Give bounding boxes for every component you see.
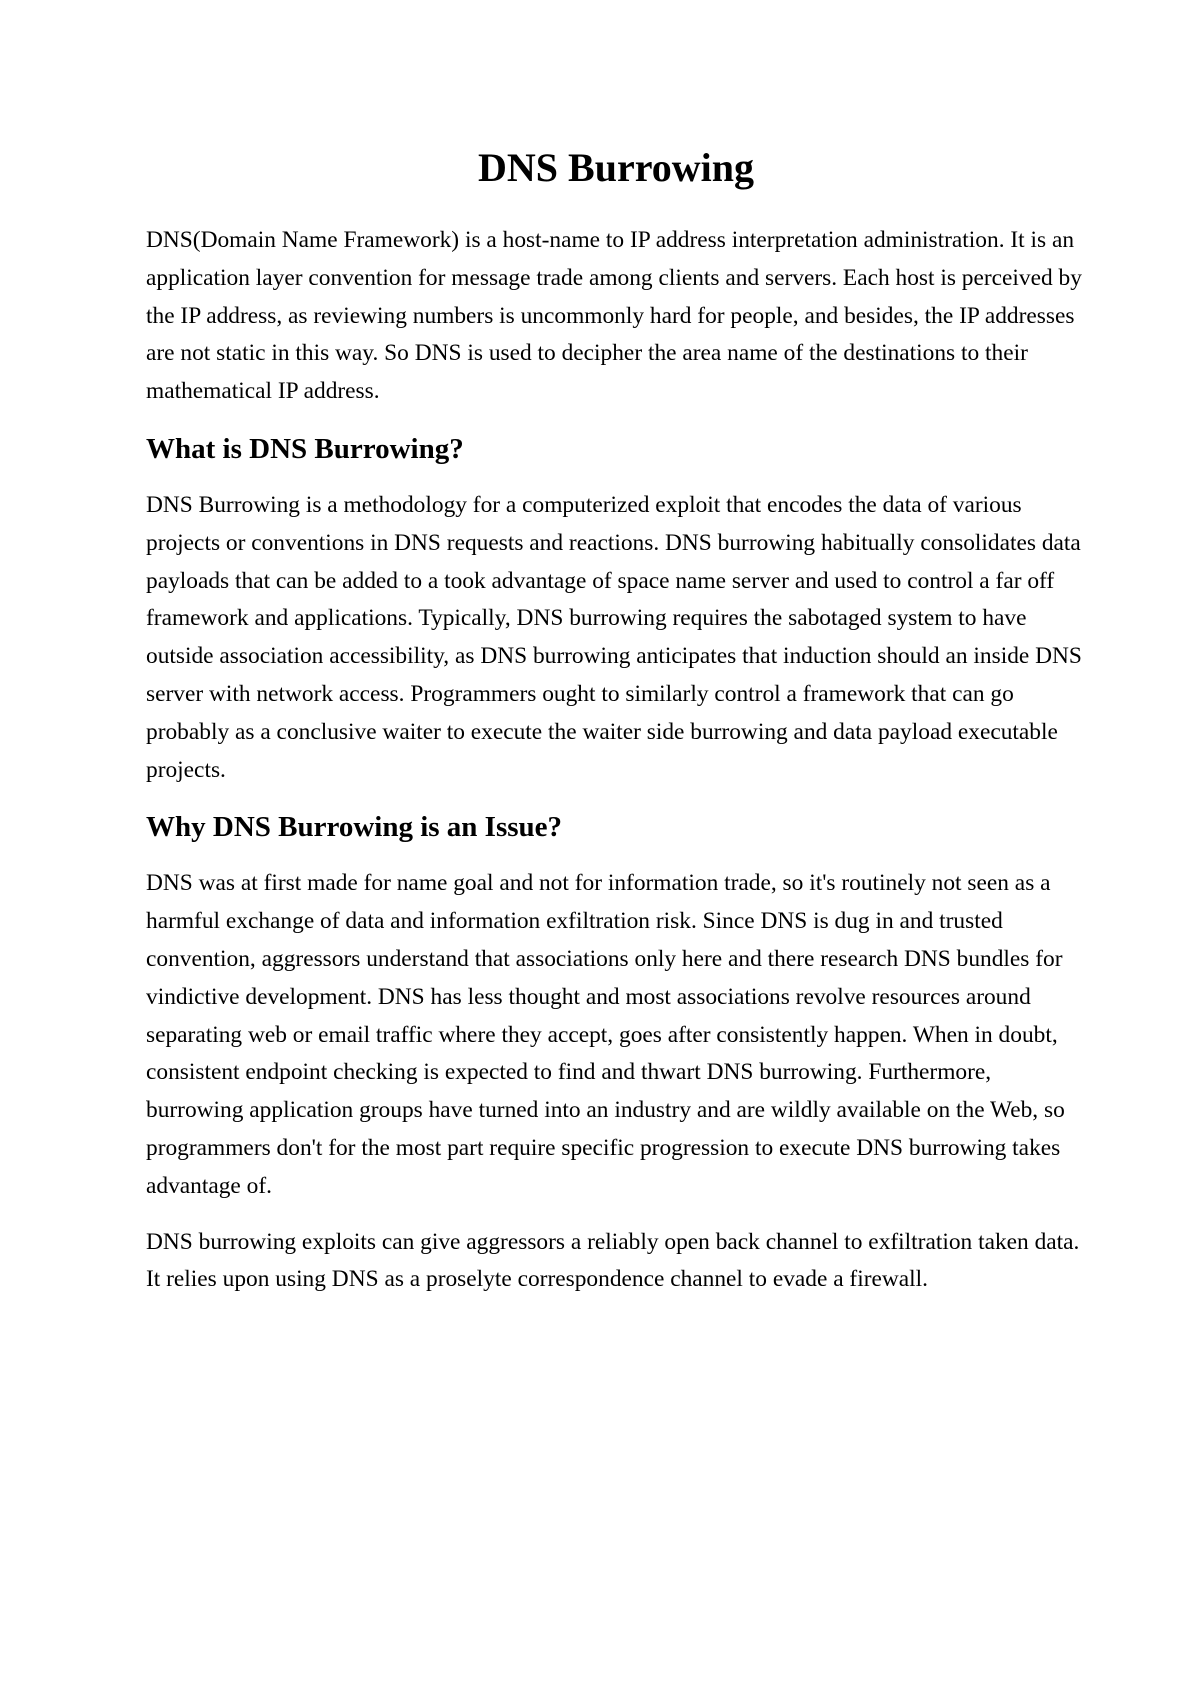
what-is-paragraph: DNS Burrowing is a methodology for a computerized exploit that encodes the data of various projects or conventions in DNS requests and reactions. DNS burrowing habitually consolidates data payloads that can be added to a took advantage of space name server and used to control a far off framework and applications. Typically, DNS burrowing requires the sabotaged system to have outside association accessibility, as DNS burrowing anticipates that induction should an inside DNS server with network access. Programmers ought to similarly control a framework that can go probably as a conclusive waiter to execute the waiter side burrowing and data payload executable projects.	[146, 491, 1082, 783]
document-title: DNS Burrowing	[478, 145, 754, 190]
why-issue-paragraph: DNS was at first made for name goal and not for information trade, so it's routinely not seen as a harmful exchange of data and information exfiltration risk. Since DNS is dug in and trusted convention, aggressors understand that associations only here and there research DNS bundles for vindictive development. DNS has less thought and most associations revolve resources around separating web or email traffic where they accept, goes after consistently happen. When in doubt, consistent endpoint checking is expected to find and thwart DNS burrowing. Furthermore, burrowing application groups have turned into an industry and are wildly available on the Web, so programmers don't for the most part require specific progression to execute DNS burrowing takes advantage of.	[146, 870, 1065, 1199]
document-body	[146, 140, 1086, 1317]
intro-paragraph: DNS(Domain Name Framework) is a host-name to IP address interpretation administration. It is an application layer convention for message trade among clients and servers. Each host is perceived by the IP address, as reviewing numbers is uncommonly hard for people, and besides, the IP addresses are not static in this way. So DNS is used to decipher the area name of the destinations to their mathematical IP address.	[146, 227, 1082, 405]
section-heading-why-issue: Why DNS Burrowing is an Issue?	[146, 811, 563, 844]
exploits-paragraph: DNS burrowing exploits can give aggressors a reliably open back channel to exfiltration taken data. It relies upon using DNS as a proselyte correspondence channel to evade a firewall.	[146, 1228, 1080, 1293]
section-heading-what-is: What is DNS Burrowing?	[146, 432, 464, 465]
